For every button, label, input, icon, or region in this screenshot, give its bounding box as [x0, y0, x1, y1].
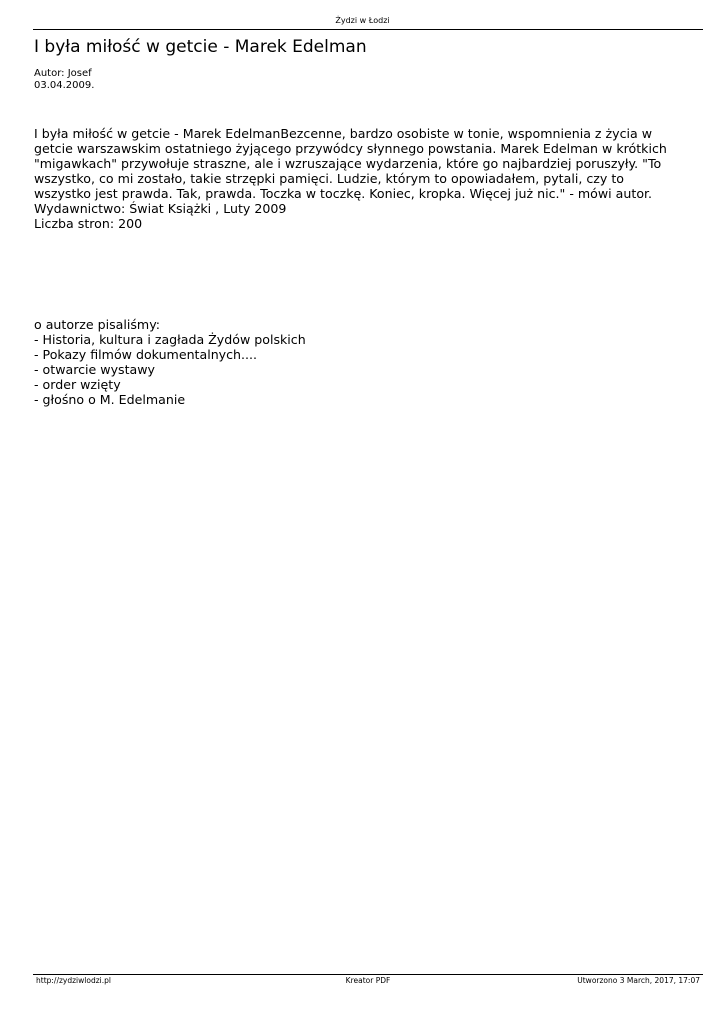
- page-header: Żydzi w Łodzi: [335, 16, 390, 25]
- article-title: I była miłość w getcie - Marek Edelman: [34, 37, 367, 57]
- related-link-documentaries[interactable]: - Pokazy filmów dokumentalnych....: [34, 347, 258, 362]
- related-link-exhibition[interactable]: - otwarcie wystawy: [34, 362, 156, 377]
- about-author-heading: o autorze pisaliśmy:: [34, 317, 160, 332]
- publish-date: 03.04.2009.: [34, 80, 95, 91]
- related-link-item[interactable]: [34, 332, 684, 347]
- publisher-line: Wydawnictwo: Świat Książki , Luty 2009: [34, 201, 287, 216]
- header-divider: [33, 29, 703, 30]
- about-author-section: [34, 317, 684, 407]
- related-link-item[interactable]: [34, 362, 684, 377]
- author-line: Autor: Josef: [34, 68, 92, 79]
- article-body: [34, 126, 684, 231]
- footer-divider: [33, 974, 703, 975]
- footer-url[interactable]: http://zydziwlodzi.pl: [36, 976, 111, 985]
- related-link-edelman[interactable]: - głośno o M. Edelmanie: [34, 392, 186, 407]
- related-link-item[interactable]: [34, 392, 684, 407]
- related-links-list: [34, 332, 684, 407]
- footer-generator: Kreator PDF: [345, 976, 391, 985]
- related-link-history[interactable]: - Historia, kultura i zagłada Żydów polskich: [34, 332, 306, 347]
- article-meta: [34, 68, 94, 92]
- page-footer: [33, 976, 703, 986]
- related-link-item[interactable]: [34, 377, 684, 392]
- related-link-item[interactable]: [34, 347, 684, 362]
- article-description: I była miłość w getcie - Marek EdelmanBezcenne, bardzo osobiste w tonie, wspomnienia z życia w getcie warszawskim ostatniego żyjącego przywódcy słynnego powstania. Marek Edelman w krótkich "migawkach" przywołuje straszne, ale i wzruszające wydarzenia, które go najbardziej poruszyły. "To wszystko, co mi zostało, takie strzępki pamięci. Ludzie, którym to opowiadałem, pytali, czy to wszystko jest prawda. Tak, prawda. Toczka w toczkę. Koniec, kropka. Więcej już nic." - mówi autor.: [34, 126, 667, 201]
- related-link-order[interactable]: - order wzięty: [34, 377, 121, 392]
- footer-created: Utworzono 3 March, 2017, 17:07: [577, 976, 700, 985]
- page-count: Liczba stron: 200: [34, 216, 143, 231]
